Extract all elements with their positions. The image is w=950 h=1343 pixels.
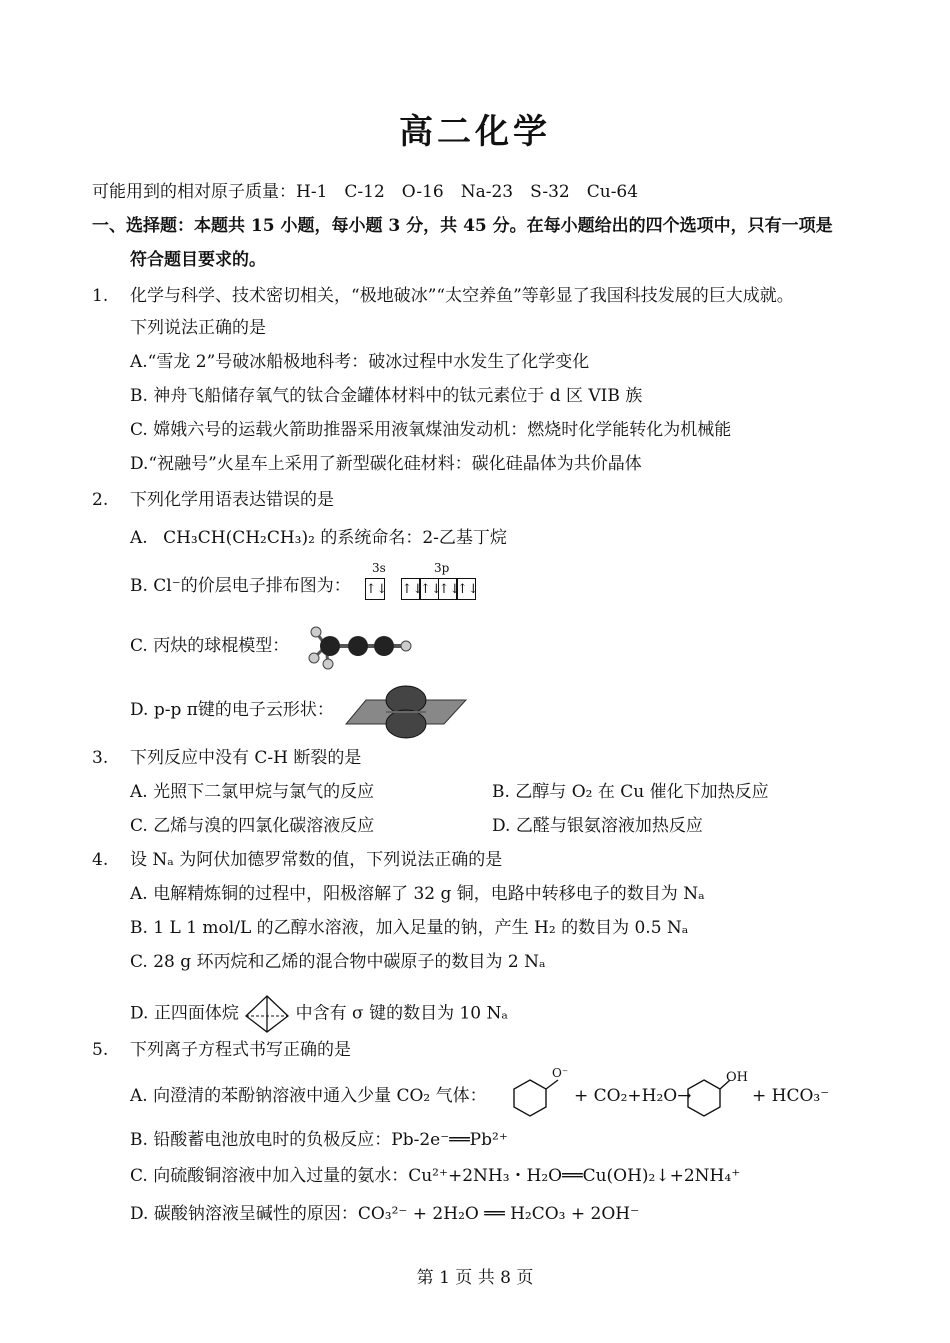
option-a-text: 的系统命名：2-乙基丁烷: [320, 528, 507, 548]
option-c: C. 28 g 环丙烷和乙烯的混合物中碳原子的数目为 2 Nₐ: [130, 952, 546, 972]
option-d: [130, 994, 508, 1034]
hydroxyl-label: OH: [726, 1070, 748, 1085]
atomic-mass-line: 可能用到的相对原子质量：H-1 C-12 O-16 Na-23 S-32 Cu-64: [92, 182, 639, 202]
orbital-3p-boxes: [401, 578, 479, 600]
option-c: C. 嫦娥六号的运载火箭助推器采用液氧煤油发动机：燃烧时化学能转化为机械能: [130, 420, 732, 440]
question-number: 1.: [92, 286, 109, 306]
question-stem-cont: 下列说法正确的是: [130, 318, 266, 338]
option-b: B. 乙醇与 O₂ 在 Cu 催化下加热反应: [492, 782, 769, 802]
option-a: A. 光照下二氯甲烷与氯气的反应: [130, 782, 375, 802]
option-a-label: A.: [130, 528, 148, 548]
equation-middle: + CO₂+H₂O→: [574, 1086, 692, 1106]
option-a: A. 向澄清的苯酚钠溶液中通入少量 CO₂ 气体：: [130, 1086, 487, 1106]
option-a: A.“雪龙 2”号破冰船极地科考：破冰过程中水发生了化学变化: [130, 352, 590, 372]
option-d-text: 中含有 σ 键的数目为 10 Nₐ: [295, 1003, 508, 1024]
section-heading-cont: 符合题目要求的。: [130, 250, 266, 270]
orbital-box: ↑↓: [438, 578, 458, 600]
question-number: 3.: [92, 748, 109, 768]
option-c: C. 向硫酸铜溶液中加入过量的氨水：Cu²⁺+2NH₃・H₂O══Cu(OH)₂↓+2NH₄⁺: [130, 1166, 741, 1186]
orbital-box: ↑↓: [419, 578, 439, 600]
question-number: 4.: [92, 850, 109, 870]
option-c: C. 丙炔的球棍模型：: [130, 636, 290, 656]
section-heading: 一、选择题：本题共 15 小题，每小题 3 分，共 45 分。在每小题给出的四个选项中，只有一项是: [92, 216, 833, 236]
option-b: B. 神舟飞船储存氧气的钛合金罐体材料中的钛元素位于 d 区 VIB 族: [130, 386, 643, 406]
orbital-box: ↑↓: [456, 578, 476, 600]
question-stem: 设 Nₐ 为阿伏加德罗常数的值，下列说法正确的是: [130, 850, 503, 870]
orbital-3s-label: 3s: [372, 561, 386, 575]
option-b: B. 1 L 1 mol/L 的乙醇水溶液，加入足量的钠，产生 H₂ 的数目为 0.5 Nₐ: [130, 918, 689, 938]
option-a: A. 电解精炼铜的过程中，阳极溶解了 32 g 铜，电路中转移电子的数目为 Nₐ: [130, 884, 705, 904]
option-d: D.“祝融号”火星车上采用了新型碳化硅材料：碳化硅晶体为共价晶体: [130, 454, 642, 474]
option-a: [130, 526, 507, 550]
page-title: 高二化学: [399, 112, 551, 152]
option-d: D. p-p π键的电子云形状：: [130, 700, 334, 720]
question-stem: 化学与科学、技术密切相关，“极地破冰”“太空养鱼”等彰显了我国科技发展的巨大成就。: [130, 286, 794, 306]
orbital-3p-label: 3p: [434, 561, 450, 575]
option-d-label: D. 正四面体烷: [130, 1003, 239, 1024]
tetrahedrane-structure: [244, 994, 290, 1034]
equation-end: + HCO₃⁻: [752, 1086, 830, 1106]
orbital-box: ↑↓: [365, 578, 385, 600]
option-d: D. 碳酸钠溶液呈碱性的原因：CO₃²⁻ + 2H₂O ══ H₂CO₃ + 2OH⁻: [130, 1204, 640, 1224]
pi-bond-electron-cloud: [344, 680, 470, 740]
formula: CH₃CH(CH₂CH₃)₂: [163, 528, 315, 548]
option-c: C. 乙烯与溴的四氯化碳溶液反应: [130, 816, 375, 836]
orbital-3s-box: [365, 578, 388, 600]
question-stem: 下列化学用语表达错误的是: [130, 490, 334, 510]
option-b: B. Cl⁻的价层电子排布图为：: [130, 576, 351, 596]
question-stem: 下列反应中没有 C-H 断裂的是: [130, 748, 362, 768]
question-number: 5.: [92, 1040, 109, 1060]
question-number: 2.: [92, 490, 109, 510]
option-b: B. 铅酸蓄电池放电时的负极反应：Pb-2e⁻══Pb²⁺: [130, 1130, 508, 1150]
option-d: D. 乙醛与银氨溶液加热反应: [492, 816, 703, 836]
orbital-box: ↑↓: [401, 578, 421, 600]
page-footer: 第 1 页 共 8 页: [416, 1268, 534, 1288]
phenoxide-label: O⁻: [552, 1066, 569, 1080]
propyne-ball-stick-model: [306, 622, 416, 672]
question-stem: 下列离子方程式书写正确的是: [130, 1040, 351, 1060]
